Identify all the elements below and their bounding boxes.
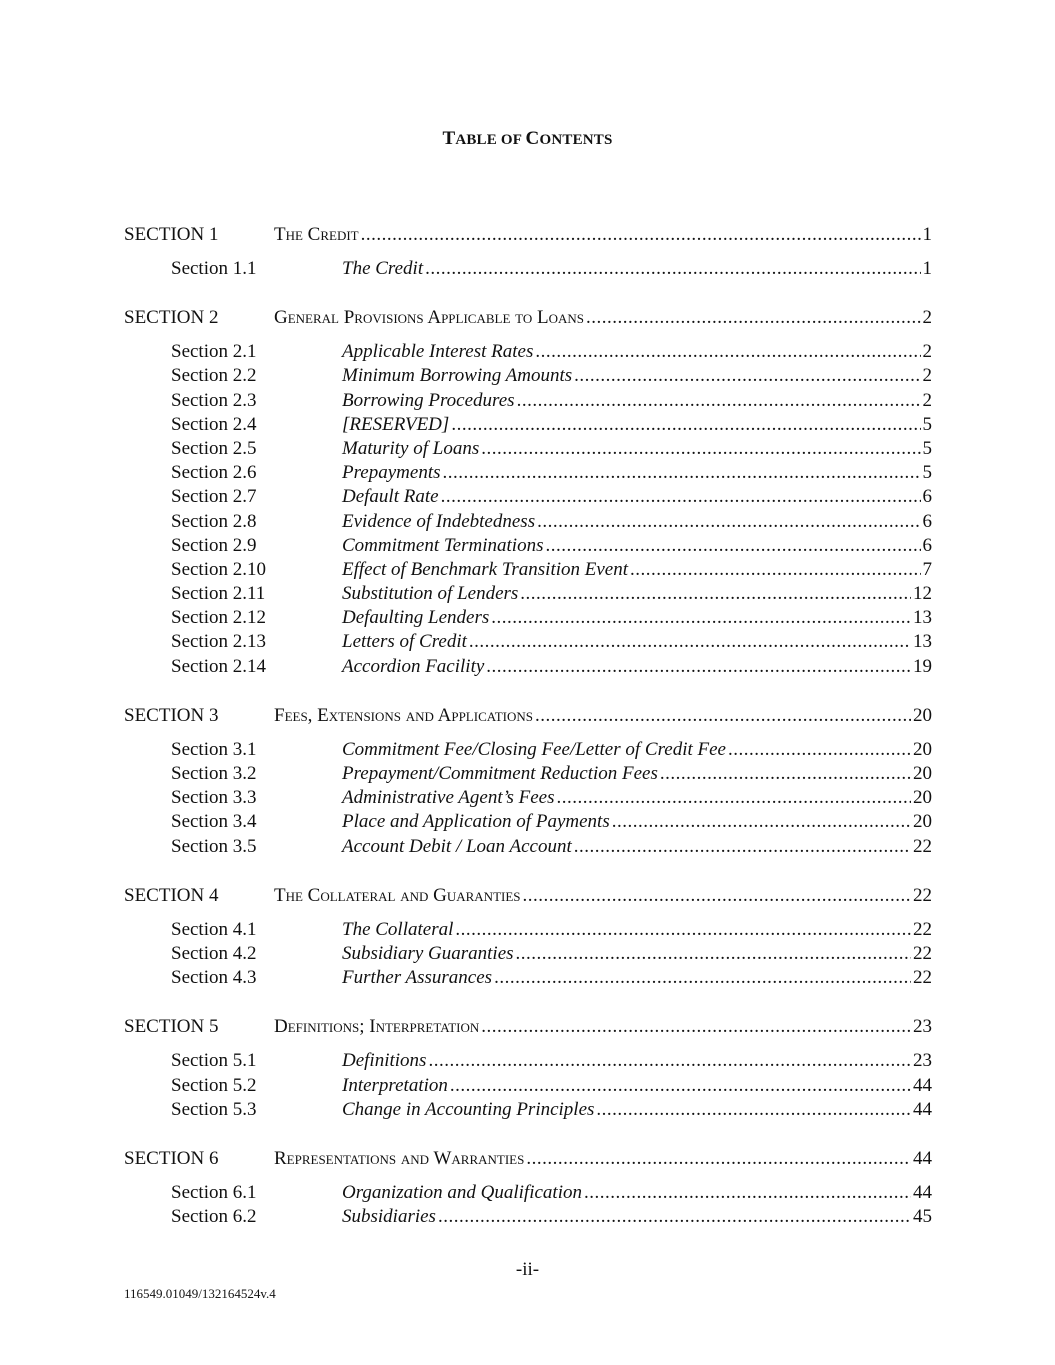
section-title: General Provisions Applicable to Loans (274, 307, 585, 329)
subsection-page-number: 12 (913, 583, 932, 605)
dot-leader (535, 340, 920, 364)
subsection-page-number: 23 (913, 1050, 932, 1072)
dot-leader (596, 1098, 911, 1122)
subsection-page-number: 6 (922, 486, 932, 508)
subsection-list (124, 257, 932, 281)
dot-leader (660, 762, 911, 786)
subsection-list (124, 738, 932, 859)
subsection-title: Effect of Benchmark Transition Event (342, 558, 629, 580)
subsection-number: Section 4.2 (171, 942, 257, 964)
subsection-title: Default Rate (342, 486, 439, 508)
toc-subsection-entry[interactable] (124, 942, 932, 966)
subsection-number: Section 2.5 (171, 437, 257, 459)
subsection-page-number: 20 (913, 787, 932, 809)
section-page-number: 22 (913, 884, 932, 906)
subsection-page-number: 6 (922, 510, 932, 532)
dot-leader (491, 606, 911, 630)
toc-subsection-entry[interactable] (124, 1074, 932, 1098)
subsection-number: Section 2.7 (171, 486, 257, 508)
subsection-title: Further Assurances (342, 967, 493, 989)
subsection-page-number: 22 (913, 967, 932, 989)
toc-subsection-entry[interactable] (124, 810, 932, 834)
subsection-number: Section 3.1 (171, 738, 257, 760)
page-title (0, 128, 1055, 150)
title-initial-c: C (525, 128, 540, 149)
title-rest-able-of: ABLE OF (455, 132, 526, 148)
title-rest-ontents: ONTENTS (539, 132, 613, 148)
subsection-number: Section 4.1 (171, 918, 257, 940)
subsection-page-number: 20 (913, 811, 932, 833)
dot-leader (537, 510, 920, 534)
subsection-title: Maturity of Loans (342, 437, 480, 459)
toc-section-entry[interactable] (124, 1147, 932, 1171)
subsection-title: The Collateral (342, 918, 454, 940)
toc-section-entry[interactable] (124, 223, 932, 247)
subsection-title: Evidence of Indebtedness (342, 510, 536, 532)
subsection-number: Section 2.11 (171, 583, 266, 605)
section-page-number: 1 (922, 224, 932, 245)
subsection-number: Section 3.3 (171, 787, 257, 809)
document-id: 116549.01049/132164524v.4 (124, 1286, 276, 1301)
subsection-page-number: 22 (913, 942, 932, 964)
section-page-number: 2 (922, 307, 932, 329)
subsection-page-number: 20 (913, 763, 932, 784)
dot-leader (481, 1015, 911, 1039)
dot-leader (523, 884, 911, 908)
section-number: SECTION 4 (124, 884, 219, 906)
toc-subsection-entry[interactable] (124, 762, 932, 786)
subsection-title: Commitment Terminations (342, 534, 544, 556)
section-page-number: 20 (913, 704, 932, 726)
footer-page-number: -ii- (515, 1259, 540, 1280)
section-page-number: 44 (913, 1147, 932, 1169)
subsection-number: Section 1.1 (171, 258, 257, 279)
subsection-number: Section 5.2 (171, 1074, 257, 1096)
dot-leader (630, 558, 920, 582)
subsection-title: Administrative Agent’s Fees (342, 787, 555, 809)
section-title: Fees, Extensions and Applications (274, 704, 533, 726)
section-page-number: 23 (913, 1016, 932, 1038)
toc-subsection-entry[interactable] (124, 510, 932, 534)
section-title: The Collateral and Guaranties (274, 884, 521, 906)
subsection-title: Minimum Borrowing Amounts (342, 365, 573, 387)
subsection-title: Substitution of Lenders (342, 583, 519, 605)
subsection-title: Interpretation (342, 1074, 448, 1096)
subsection-number: Section 6.2 (171, 1206, 257, 1228)
dot-leader (455, 918, 911, 942)
dot-leader (612, 810, 911, 834)
subsection-list (124, 340, 932, 679)
subsection-title: [RESERVED] (342, 413, 450, 435)
dot-leader (428, 1049, 911, 1073)
section-number: SECTION 5 (124, 1016, 219, 1038)
toc-subsection-entry[interactable] (124, 389, 932, 413)
toc-subsection-entry[interactable] (124, 966, 932, 990)
subsection-number: Section 2.2 (171, 365, 257, 387)
subsection-title: Prepayments (342, 462, 441, 484)
dot-leader (584, 1181, 911, 1205)
subsection-page-number: 19 (913, 655, 932, 677)
subsection-number: Section 2.9 (171, 534, 257, 556)
dot-leader (441, 485, 921, 509)
subsection-title: The Credit (342, 258, 424, 279)
subsection-page-number: 7 (922, 558, 932, 580)
subsection-page-number: 2 (922, 365, 932, 387)
subsection-number: Section 6.1 (171, 1181, 257, 1203)
dot-leader (486, 655, 911, 679)
subsection-number: Section 2.12 (171, 607, 266, 629)
toc-subsection-entry[interactable] (124, 835, 932, 859)
subsection-page-number: 1 (922, 258, 932, 279)
subsection-number: Section 4.3 (171, 967, 257, 989)
subsection-number: Section 5.1 (171, 1050, 257, 1072)
subsection-page-number: 44 (913, 1098, 932, 1120)
dot-leader (535, 704, 911, 728)
subsection-title: Place and Application of Payments (342, 811, 610, 833)
dot-leader (574, 364, 920, 388)
dot-leader (469, 630, 911, 654)
dot-leader (451, 413, 920, 437)
subsection-title: Account Debit / Loan Account (342, 835, 572, 857)
subsection-page-number: 45 (913, 1206, 932, 1228)
toc-subsection-entry[interactable] (124, 437, 932, 461)
subsection-number: Section 2.14 (171, 655, 266, 677)
dot-leader (520, 582, 911, 606)
subsection-title: Subsidiaries (342, 1206, 436, 1228)
subsection-title: Accordion Facility (342, 655, 485, 677)
subsection-list (124, 1049, 932, 1122)
dot-leader (450, 1074, 911, 1098)
subsection-page-number: 6 (922, 534, 932, 556)
subsection-page-number: 13 (913, 631, 932, 653)
toc-subsection-entry[interactable] (124, 918, 932, 942)
subsection-number: Section 2.6 (171, 462, 257, 484)
toc-subsection-entry[interactable] (124, 582, 932, 606)
dot-leader (361, 223, 921, 247)
section-number: SECTION 3 (124, 704, 219, 726)
subsection-page-number: 13 (913, 607, 932, 629)
subsection-title: Prepayment/Commitment Reduction Fees (342, 763, 658, 784)
toc-subsection-entry[interactable] (124, 1181, 932, 1205)
section-title: The Credit (274, 224, 359, 245)
dot-leader (526, 1147, 911, 1171)
subsection-number: Section 2.10 (171, 558, 266, 580)
dot-leader (586, 306, 920, 330)
subsection-number: Section 2.1 (171, 341, 257, 363)
section-title: Representations and Warranties (274, 1147, 525, 1169)
toc-subsection-entry[interactable] (124, 340, 932, 364)
subsection-page-number: 5 (922, 437, 932, 459)
subsection-page-number: 5 (922, 413, 932, 435)
subsection-number: Section 3.5 (171, 835, 257, 857)
toc-subsection-entry[interactable] (124, 738, 932, 762)
dot-leader (517, 389, 921, 413)
table-of-contents (124, 223, 932, 1229)
toc-subsection-entry[interactable] (124, 630, 932, 654)
toc-subsection-entry[interactable] (124, 485, 932, 509)
dot-leader (438, 1205, 911, 1229)
subsection-title: Change in Accounting Principles (342, 1098, 595, 1120)
toc-section-entry[interactable] (124, 884, 932, 908)
subsection-number: Section 2.13 (171, 631, 266, 653)
subsection-title: Commitment Fee/Closing Fee/Letter of Credit Fee (342, 738, 726, 760)
subsection-list (124, 1181, 932, 1229)
toc-subsection-entry[interactable] (124, 786, 932, 810)
subsection-page-number: 2 (922, 341, 932, 363)
toc-subsection-entry[interactable] (124, 606, 932, 630)
subsection-title: Defaulting Lenders (342, 607, 490, 629)
subsection-title: Applicable Interest Rates (342, 341, 534, 363)
subsection-number: Section 2.8 (171, 510, 257, 532)
subsection-page-number: 20 (913, 738, 932, 760)
subsection-title: Letters of Credit (342, 631, 467, 653)
subsection-number: Section 3.4 (171, 811, 257, 833)
section-number: SECTION 2 (124, 307, 219, 329)
toc-subsection-entry[interactable] (124, 655, 932, 679)
subsection-number: Section 2.4 (171, 413, 257, 435)
toc-subsection-entry[interactable] (124, 1205, 932, 1229)
toc-section-entry[interactable] (124, 704, 932, 728)
toc-subsection-entry[interactable] (124, 364, 932, 388)
subsection-page-number: 22 (913, 835, 932, 857)
dot-leader (516, 942, 911, 966)
dot-leader (574, 835, 911, 859)
dot-leader (425, 257, 920, 281)
toc-subsection-entry[interactable] (124, 413, 932, 437)
subsection-list (124, 918, 932, 991)
subsection-page-number: 2 (922, 389, 932, 411)
subsection-page-number: 44 (913, 1181, 932, 1203)
subsection-page-number: 44 (913, 1074, 932, 1096)
toc-subsection-entry[interactable] (124, 534, 932, 558)
title-initial-t: T (442, 128, 456, 149)
subsection-title: Borrowing Procedures (342, 389, 515, 411)
dot-leader (481, 437, 920, 461)
subsection-title: Subsidiary Guaranties (342, 942, 514, 964)
dot-leader (728, 738, 911, 762)
dot-leader (494, 966, 911, 990)
toc-section-entry[interactable] (124, 306, 932, 330)
section-number: SECTION 6 (124, 1147, 219, 1169)
toc-subsection-entry[interactable] (124, 1049, 932, 1073)
subsection-page-number: 22 (913, 918, 932, 940)
dot-leader (545, 534, 920, 558)
toc-section-entry[interactable] (124, 1015, 932, 1039)
subsection-page-number: 5 (922, 462, 932, 484)
dot-leader (443, 461, 921, 485)
toc-subsection-entry[interactable] (124, 558, 932, 582)
dot-leader (557, 786, 912, 810)
subsection-title: Definitions (342, 1050, 427, 1072)
section-title: Definitions; Interpretation (274, 1016, 480, 1038)
subsection-number: Section 5.3 (171, 1098, 257, 1120)
toc-subsection-entry[interactable] (124, 1098, 932, 1122)
subsection-number: Section 2.3 (171, 389, 257, 411)
toc-subsection-entry[interactable] (124, 461, 932, 485)
section-number: SECTION 1 (124, 224, 219, 245)
subsection-number: Section 3.2 (171, 763, 257, 784)
toc-subsection-entry[interactable] (124, 257, 932, 281)
subsection-title: Organization and Qualification (342, 1181, 582, 1203)
